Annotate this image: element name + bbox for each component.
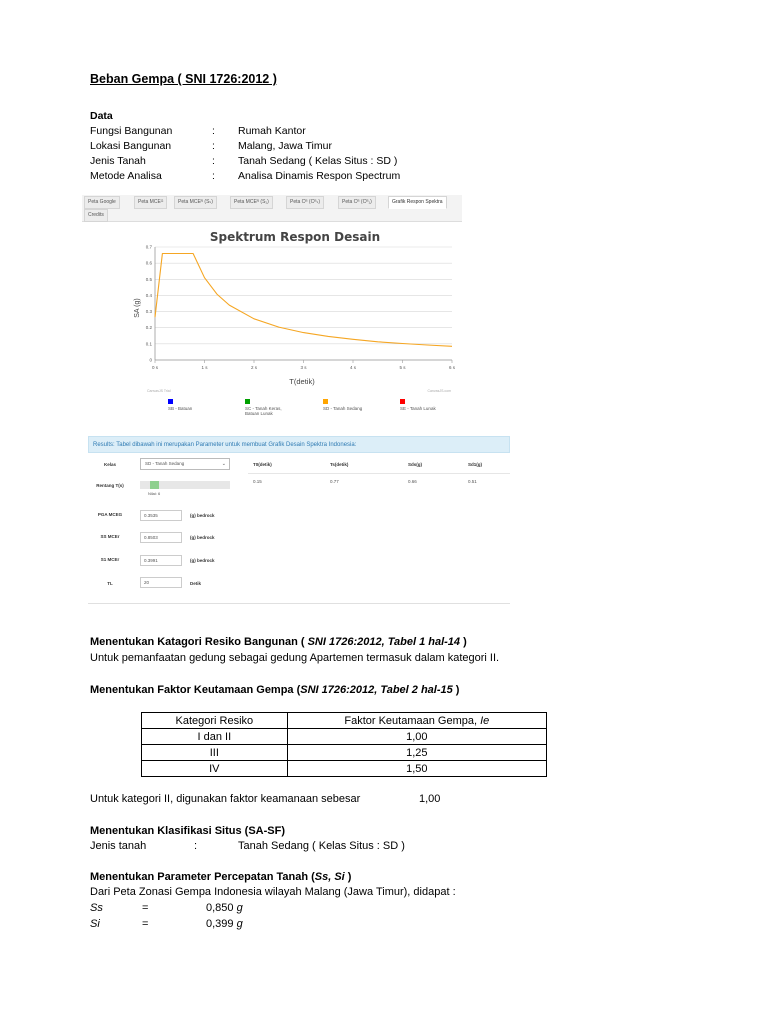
tl-label: TL — [107, 581, 113, 586]
ss-key: Ss — [90, 902, 103, 914]
col-value-t0: 0.15 — [253, 479, 262, 484]
si-key: Si — [90, 918, 100, 930]
map-tabs — [82, 195, 462, 222]
section-heading-situs: Menentukan Klasifikasi Situs (SA-SF) — [90, 825, 285, 837]
ss-eq: = — [142, 902, 149, 914]
ss-label: SS MCEr — [100, 534, 120, 539]
tab-peta-cr-cr1[interactable]: Peta Cᴿ (Cᴿ₁) — [338, 196, 376, 209]
col-header-t0: T0(detik) — [253, 462, 272, 467]
col-header-sd1: Sd1(g) — [468, 462, 482, 467]
legend-swatch — [245, 399, 250, 404]
tab-credits[interactable]: Credits — [84, 209, 108, 222]
results-panel — [88, 436, 510, 604]
table-row — [142, 761, 547, 777]
header-text: Faktor Keutamaan Gempa, — [344, 714, 481, 727]
data-row — [90, 125, 306, 137]
pga-unit: (g) bedrock — [190, 513, 215, 518]
heading-italic: Ss, Si — [314, 871, 345, 883]
tab-grafik-respon-spektra[interactable]: Grafik Respon Spektra — [388, 196, 447, 209]
table-cell: I dan II — [142, 729, 288, 745]
data-key: Lokasi Bangunan — [90, 140, 172, 152]
si-unit: g — [236, 918, 243, 930]
chart-legend — [160, 397, 460, 419]
data-colon: : — [212, 155, 215, 167]
data-value: Tanah Sedang ( Kelas Situs : SD ) — [238, 155, 398, 167]
pga-label: PGA MCEG — [97, 512, 123, 517]
page-title: Beban Gempa ( SNI 1726:2012 ) — [90, 72, 277, 86]
heading-part: ) — [344, 871, 352, 883]
faktor-keutamaan-table — [141, 712, 547, 777]
table-row — [142, 745, 547, 761]
heading-part: ) — [460, 636, 467, 648]
heading-part: Menentukan Katagori Resiko Bangunan ( — [90, 636, 308, 648]
y-tick-label: 0.1 — [145, 341, 152, 347]
divider — [248, 473, 510, 474]
s1-input[interactable]: 0.3991 — [140, 555, 182, 566]
chart-svg — [82, 222, 462, 397]
heading-italic: SNI 1726:2012, Tabel 1 hal-14 — [307, 636, 461, 648]
tab-peta-google[interactable]: Peta Google — [84, 196, 120, 209]
faktor-note: Untuk kategori II, digunakan faktor keamanaan sebesar — [90, 793, 361, 805]
watermark-left: CanvasJS Trial — [147, 389, 171, 393]
y-tick-label: 0.7 — [145, 244, 152, 250]
data-row — [90, 140, 332, 152]
legend-swatch — [168, 399, 173, 404]
legend-label: SD - Tanah Sedang — [323, 406, 363, 411]
data-value: Analisa Dinamis Respon Spectrum — [238, 170, 401, 182]
results-header: Results: Tabel dibawah ini merupakan Parameter untuk membuat Grafik Desain Spektra Indonesia: — [88, 436, 510, 453]
si-value — [206, 918, 243, 930]
data-key: Metode Analisa — [90, 170, 162, 182]
data-key: Jenis Tanah — [90, 155, 146, 167]
heading-part: Menentukan Faktor Keutamaan Gempa ( — [90, 684, 301, 696]
header-italic: Ie — [480, 714, 490, 727]
x-tick-label: 2 s — [250, 365, 258, 370]
ss-unit: (g) bedrock — [190, 535, 215, 540]
kategori-text: Untuk pemanfaatan gedung sebagai gedung Apartemen termasuk dalam kategori II. — [90, 652, 500, 664]
s1-label: S1 MCEr — [100, 557, 120, 562]
y-tick-label: 0.2 — [145, 325, 152, 331]
s1-unit: (g) bedrock — [190, 558, 215, 563]
x-tick-label: 3 s — [300, 365, 307, 370]
pga-input[interactable]: 0.3535 — [140, 510, 182, 521]
jenis-tanah-value: Tanah Sedang ( Kelas Situs : SD ) — [238, 840, 405, 852]
col-value-sd1: 0.51 — [468, 479, 477, 484]
section-heading-kategori — [90, 636, 467, 648]
data-row — [90, 155, 397, 167]
section-heading-percepatan — [90, 871, 351, 883]
col-value-ts: 0.77 — [330, 479, 339, 484]
jenis-tanah-key: Jenis tanah — [90, 840, 147, 852]
x-tick-label: 4 s — [349, 365, 357, 370]
chevron-down-icon: ⌄ — [221, 461, 226, 467]
heading-part: ) — [452, 684, 460, 696]
tab-peta-mcer-ss[interactable]: Peta MCEᴿ (Sₛ) — [174, 196, 217, 209]
table-header — [287, 713, 546, 729]
data-colon: : — [212, 140, 215, 152]
watermark-right: CanvasJS.com — [427, 389, 451, 393]
ss-input[interactable]: 0.8503 — [140, 532, 182, 543]
data-heading: Data — [90, 110, 113, 122]
section-heading-faktor — [90, 684, 459, 696]
tab-peta-cr-crs[interactable]: Peta Cᴿ (Cᴿₛ) — [286, 196, 324, 209]
table-header: Kategori Resiko — [142, 713, 288, 729]
table-cell: III — [142, 745, 288, 761]
y-tick-label: 0 — [149, 357, 152, 363]
x-tick-label: 5 s — [399, 365, 406, 370]
table-row — [142, 729, 547, 745]
table-cell: IV — [142, 761, 288, 777]
kelas-select[interactable] — [140, 458, 230, 470]
y-axis-label: SA (g) — [134, 298, 141, 318]
legend-swatch — [400, 399, 405, 404]
response-spectrum-chart — [82, 222, 462, 420]
col-header-ts: Ts(detik) — [330, 462, 349, 467]
data-row — [90, 170, 400, 182]
ss-unit: g — [236, 902, 243, 914]
data-value: Rumah Kantor — [238, 125, 306, 137]
kelas-label: Kelas — [103, 462, 116, 467]
y-tick-label: 0.5 — [145, 276, 152, 282]
y-tick-label: 0.3 — [145, 309, 152, 315]
faktor-note-value: 1,00 — [419, 793, 441, 805]
tl-input[interactable]: 20 — [140, 577, 182, 588]
series-line — [155, 254, 452, 347]
legend-label: SB - Batuan — [168, 406, 193, 411]
kelas-select-value: SD - Tanah Sedang — [145, 461, 185, 466]
heading-italic: SNI 1726:2012, Tabel 2 hal-15 — [300, 684, 453, 696]
ss-value — [206, 902, 243, 914]
chart-title: Spektrum Respon Desain — [209, 230, 381, 244]
si-number: 0,399 — [206, 918, 234, 930]
legend-label: SE - Tanah Lunak — [400, 406, 436, 411]
table-cell: 1,25 — [287, 745, 546, 761]
data-colon: : — [212, 125, 215, 137]
slider-handle[interactable] — [150, 481, 159, 489]
ss-number: 0,850 — [206, 902, 234, 914]
y-tick-label: 0.4 — [145, 292, 152, 298]
jenis-tanah-colon: : — [194, 840, 198, 852]
y-tick-label: 0.6 — [145, 260, 152, 266]
col-value-sds: 0.66 — [408, 479, 417, 484]
tab-peta-mcer-s1[interactable]: Peta MCEᴿ (S₁) — [230, 196, 273, 209]
tab-peta-mceg[interactable]: Peta MCEᴳ — [134, 196, 167, 209]
data-value: Malang, Jawa Timur — [238, 140, 332, 152]
data-colon: : — [212, 170, 215, 182]
legend-label: SC - Tanah Keras, Batuan Lunak — [245, 406, 282, 416]
table-header-row — [142, 713, 547, 729]
rentang-value: Nilai: 6 — [148, 491, 161, 496]
table-cell: 1,50 — [287, 761, 546, 777]
data-key: Fungsi Bangunan — [90, 125, 173, 137]
si-eq: = — [142, 918, 149, 930]
legend-swatch — [323, 399, 328, 404]
percepatan-text: Dari Peta Zonasi Gempa Indonesia wilayah Malang (Jawa Timur), didapat : — [90, 886, 456, 898]
rentang-label: Rentang T(s) — [96, 483, 124, 488]
x-axis-label: T(detik) — [289, 377, 315, 386]
rentang-slider[interactable] — [140, 481, 230, 489]
tl-unit: Detik — [190, 581, 202, 586]
col-header-sds: Sds(g) — [408, 462, 422, 467]
heading-part: Menentukan Parameter Percepatan Tanah ( — [90, 871, 315, 883]
x-tick-label: 0 s — [151, 365, 159, 370]
x-tick-label: 6 s — [448, 365, 456, 370]
x-tick-label: 1 s — [201, 365, 208, 370]
table-cell: 1,00 — [287, 729, 546, 745]
